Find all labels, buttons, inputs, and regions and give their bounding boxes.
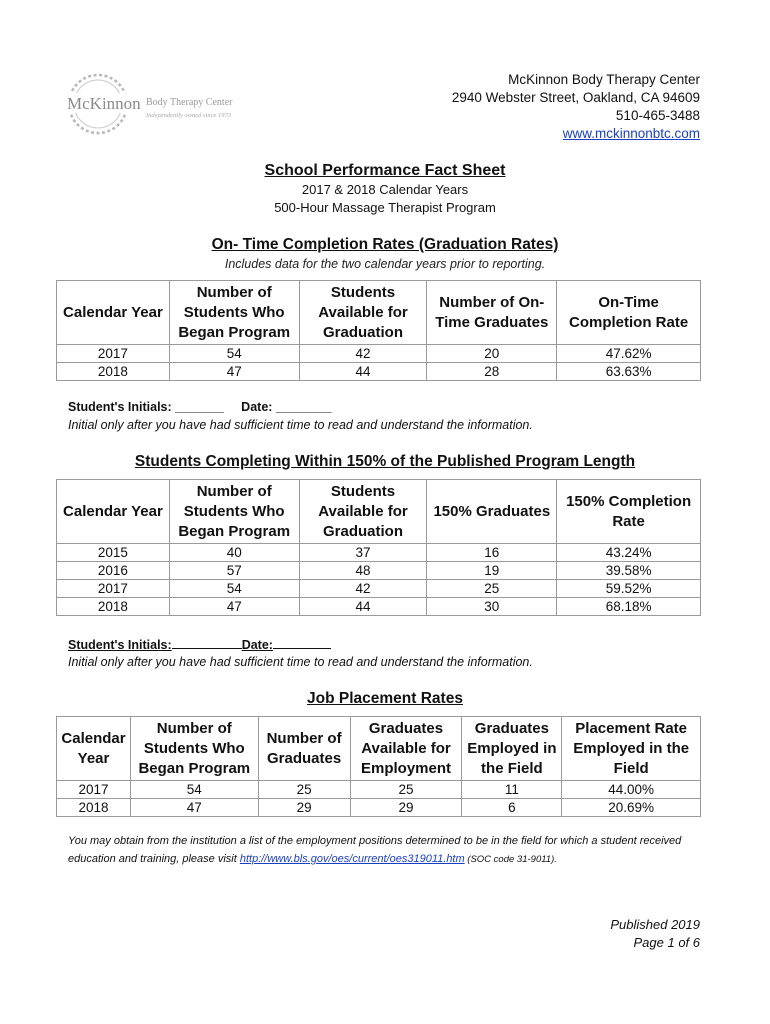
cell: 2018: [57, 799, 131, 817]
col-header: Number of On-Time Graduates: [427, 281, 557, 345]
cell: 16: [427, 544, 557, 562]
section2-title: Students Completing Within 150% of the Published Program Length: [134, 453, 636, 470]
company-logo: [62, 72, 262, 142]
cell: 54: [169, 345, 299, 363]
initials-note-1: Initial only after you have had sufficient time to read and understand the information.: [68, 418, 533, 432]
cell: 47: [169, 363, 299, 381]
col-header: Number of Students Who Began Program: [130, 717, 258, 781]
job-placement-table: [56, 716, 701, 817]
footnote: [68, 832, 708, 869]
cell: 2016: [57, 562, 170, 580]
cell: 11: [462, 781, 562, 799]
org-name: McKinnon Body Therapy Center: [508, 72, 700, 87]
initials-line-2: [68, 636, 331, 652]
cell: 47: [169, 598, 299, 616]
col-header: Placement Rate Employed in the Field: [562, 717, 701, 781]
cell: 42: [299, 345, 427, 363]
section1-note: Includes data for the two calendar years prior to reporting.: [224, 257, 546, 271]
cell: 25: [258, 781, 350, 799]
col-header: Students Available for Graduation: [299, 480, 427, 544]
col-header: Graduates Available for Employment: [350, 717, 462, 781]
cell: 2018: [57, 363, 170, 381]
page-number: Page 1 of 6: [633, 935, 700, 950]
soc-code: (SOC code 31-9011).: [464, 854, 557, 865]
phone-number: 510-465-3488: [615, 108, 700, 123]
date-label: Date:: [241, 638, 273, 652]
table-row: [57, 598, 701, 616]
website-link[interactable]: www.mckinnonbtc.com: [562, 126, 700, 141]
cell: 2017: [57, 345, 170, 363]
cell: 44: [299, 598, 427, 616]
table-row: [57, 562, 701, 580]
cell: 47: [130, 799, 258, 817]
cell: 43.24%: [557, 544, 701, 562]
table-row: [57, 363, 701, 381]
col-header: Number of Students Who Began Program: [169, 281, 299, 345]
table-row: [57, 781, 701, 799]
cell: 29: [258, 799, 350, 817]
initials-label: Student's Initials:: [68, 638, 172, 652]
table-row: [57, 544, 701, 562]
col-header: Calendar Year: [57, 480, 170, 544]
cell: 28: [427, 363, 557, 381]
cell: 2015: [57, 544, 170, 562]
col-header: 150% Graduates: [427, 480, 557, 544]
col-header: On-Time Completion Rate: [557, 281, 701, 345]
cell: 68.18%: [557, 598, 701, 616]
footnote-text: You may obtain from the institution a list of the employment positions determined to be in the field for which a student received education and training, please visit: [68, 835, 682, 865]
published-block: [610, 916, 700, 952]
col-header: Calendar Year: [57, 281, 170, 345]
cell: 44: [299, 363, 427, 381]
cell: 20.69%: [562, 799, 701, 817]
cell: 29: [350, 799, 462, 817]
cell: 48: [299, 562, 427, 580]
subtitle-years: 2017 & 2018 Calendar Years: [301, 182, 469, 197]
bls-link[interactable]: http://www.bls.gov/oes/current/oes319011.htm: [239, 853, 465, 865]
logo-sub: Independently owned since 1973: [146, 112, 232, 119]
ontime-completion-table: [56, 280, 701, 381]
completion-150-table: [56, 479, 701, 616]
cell: 54: [169, 580, 299, 598]
col-header: Graduates Employed in the Field: [462, 717, 562, 781]
cell: 6: [462, 799, 562, 817]
cell: 2017: [57, 580, 170, 598]
cell: 25: [427, 580, 557, 598]
col-header: Number of Students Who Began Program: [169, 480, 299, 544]
cell: 30: [427, 598, 557, 616]
cell: 19: [427, 562, 557, 580]
page-title: School Performance Fact Sheet: [264, 162, 506, 179]
cell: 25: [350, 781, 462, 799]
logo-name: McKinnon: [67, 94, 141, 113]
cell: 54: [130, 781, 258, 799]
col-header: Students Available for Graduation: [299, 281, 427, 345]
table-row: [57, 799, 701, 817]
table-row: [57, 345, 701, 363]
col-header: Calendar Year: [57, 717, 131, 781]
cell: 42: [299, 580, 427, 598]
cell: 39.58%: [557, 562, 701, 580]
cell: 2018: [57, 598, 170, 616]
cell: 57: [169, 562, 299, 580]
address-block: [452, 71, 700, 143]
cell: 59.52%: [557, 580, 701, 598]
col-header: Number of Graduates: [258, 717, 350, 781]
cell: 47.62%: [557, 345, 701, 363]
cell: 63.63%: [557, 363, 701, 381]
col-header: 150% Completion Rate: [557, 480, 701, 544]
initials-line-1: Student's Initials: _______ Date: ________: [68, 400, 332, 414]
cell: 37: [299, 544, 427, 562]
cell: 20: [427, 345, 557, 363]
section1-title: On- Time Completion Rates (Graduation Rates): [211, 236, 559, 253]
cell: 44.00%: [562, 781, 701, 799]
street-address: 2940 Webster Street, Oakland, CA 94609: [451, 90, 700, 105]
table-row: [57, 580, 701, 598]
subtitle-program: 500-Hour Massage Therapist Program: [274, 200, 496, 215]
cell: 40: [169, 544, 299, 562]
logo-tagline: Body Therapy Center: [146, 97, 233, 108]
initials-note-2: Initial only after you have had sufficient time to read and understand the information.: [68, 655, 533, 669]
cell: 2017: [57, 781, 131, 799]
published-year: Published 2019: [610, 917, 700, 932]
section3-title: Job Placement Rates: [307, 690, 463, 707]
